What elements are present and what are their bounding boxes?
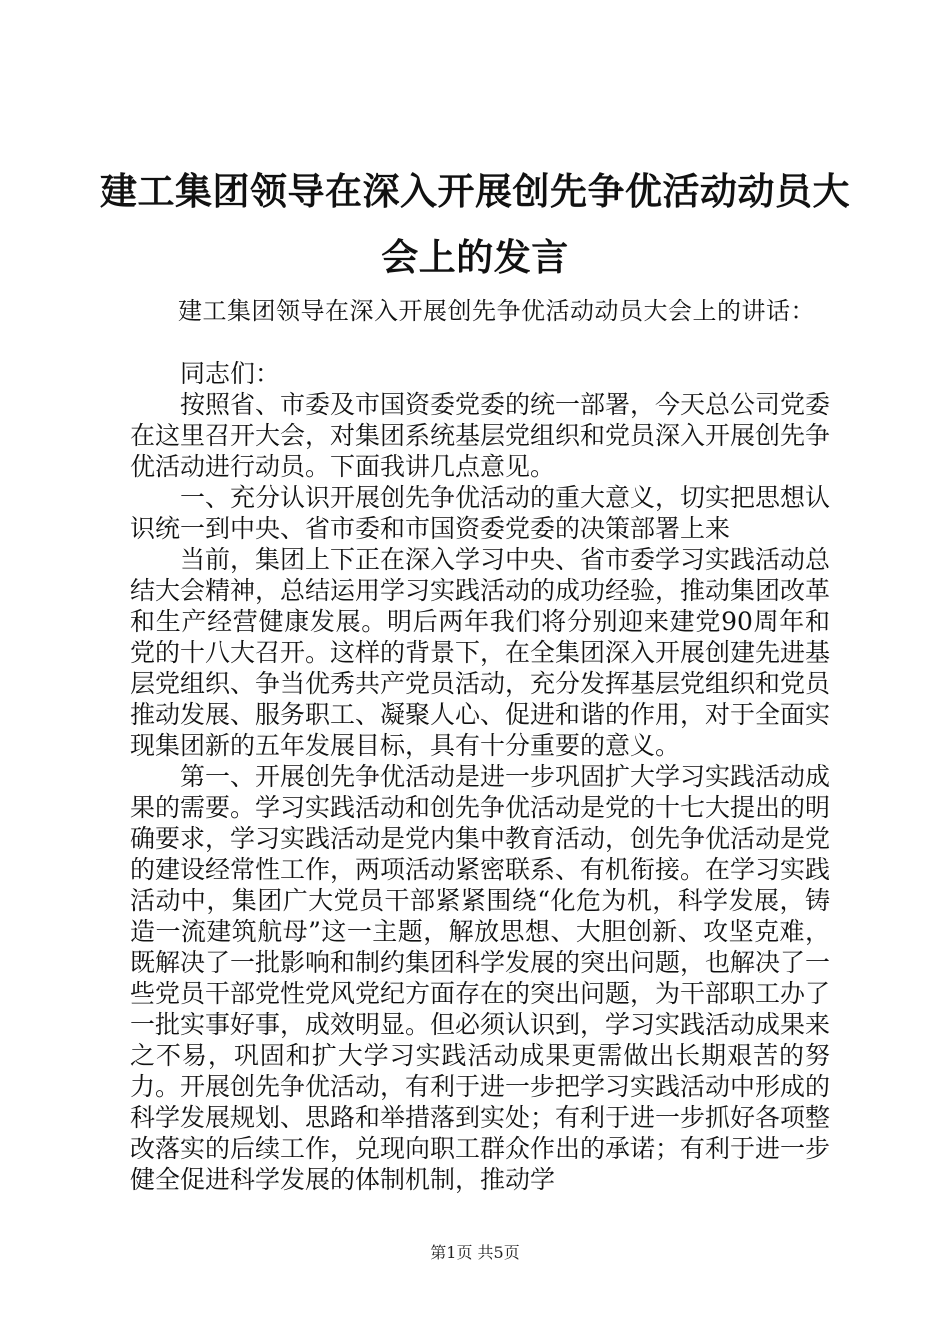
section-heading: 一、充分认识开展创先争优活动的重大意义，切实把思想认识统一到中央、省市委和市国资委党委的决策部署上来 <box>130 483 831 543</box>
paragraph: 第一、开展创先争优活动是进一步巩固扩大学习实践活动成果的需要。学习实践活动和创先争优活动是党的十七大提出的明确要求，学习实践活动是党内集中教育活动，创先争优活动是党的建设经常性工作，两项活动紧密联系、有机衔接。在学习实践活动中，集团广大党员干部紧紧围绕“化危为机，科学发展，铸造一流建筑航母”这一主题，解放思想、大胆创新、攻坚克难，既解决了一批影响和制约集团科学发展的突出问题，也解决了一些党员干部党性党风党纪方面存在的突出问题，为干部职工办了一批实事好事，成效明显。但必须认识到，学习实践活动成果来之不易，巩固和扩大学习实践活动成果更需做出长期艰苦的努力。开展创先争优活动，有利于进一步把学习实践活动中形成的科学发展规划、思路和举措落到实处；有利于进一步抓好各项整改落实的后续工作，兑现向职工群众作出的承诺；有利于进一步健全促进科学发展的体制机制，推动学 <box>130 762 831 1194</box>
paragraph: 按照省、市委及市国资委党委的统一部署，今天总公司党委在这里召开大会，对集团系统基层党组织和党员深入开展创先争优活动进行动员。下面我讲几点意见。 <box>130 390 831 481</box>
page-footer: 第1页 共5页 <box>430 1243 520 1262</box>
title-line-2: 会上的发言 <box>381 235 569 279</box>
document-title <box>100 158 850 290</box>
document-body <box>130 296 830 1195</box>
paragraph: 当前，集团上下正在深入学习中央、省市委学习实践活动总结大会精神，总结运用学习实践活动的成功经验，推动集团改革和生产经营健康发展。明后两年我们将分别迎来建党90周年和党的十八大召开。这样的背景下，在全集团深入开展创建先进基层党组织、争当优秀共产党员活动，充分发挥基层党组织和党员推动发展、服务职工、凝聚人心、促进和谐的作用，对于全面实现集团新的五年发展目标，具有十分重要的意义。 <box>130 545 831 760</box>
salutation: 同志们： <box>180 359 281 388</box>
speech-subtitle: 建工集团领导在深入开展创先争优活动动员大会上的讲话： <box>178 297 815 325</box>
title-line-1: 建工集团领导在深入开展创先争优活动动员大 <box>100 169 850 213</box>
